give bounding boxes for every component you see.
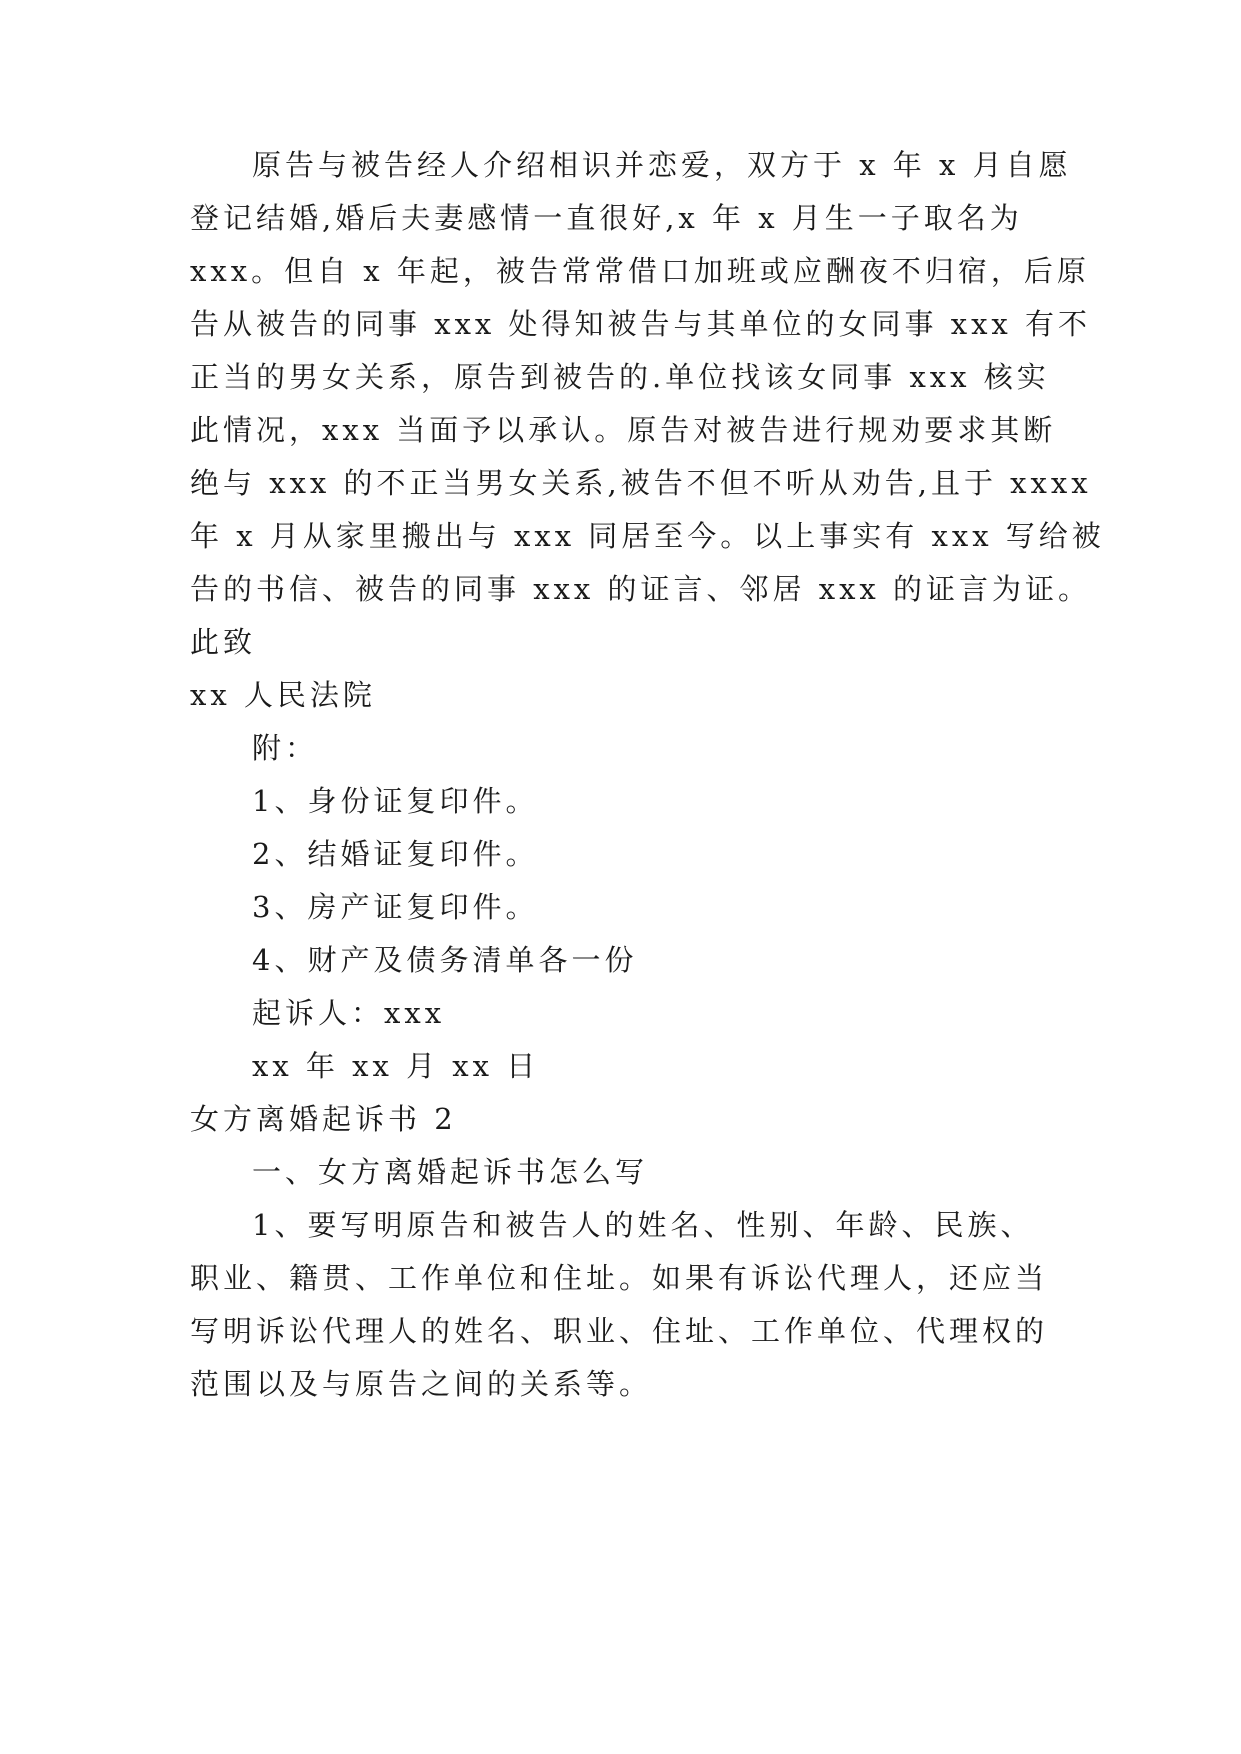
paragraph1-line-7: 绝与 xxx 的不正当男女关系,被告不但不听从劝告,且于 xxxx [190, 466, 1092, 500]
paragraph1-line-1: 原告与被告经人介绍相识并恋爱，双方于 x 年 x 月自愿 [252, 148, 1072, 182]
attachment-item-3: 3、房产证复印件。 [252, 890, 539, 924]
attachment-item-2: 2、结婚证复印件。 [252, 837, 539, 871]
attachments-heading: 附： [252, 731, 319, 765]
section2-paragraph-line-1: 1、要写明原告和被告人的姓名、性别、年龄、民族、 [252, 1208, 1034, 1242]
section2-paragraph-line-3: 写明诉讼代理人的姓名、职业、住址、工作单位、代理权的 [190, 1314, 1049, 1348]
attachment-item-4: 4、财产及债务清单各一份 [252, 943, 638, 977]
paragraph1-line-3: xxx。但自 x 年起，被告常常借口加班或应酬夜不归宿，后原 [190, 254, 1090, 288]
paragraph1-line-8: 年 x 月从家里搬出与 xxx 同居至今。以上事实有 xxx 写给被 [190, 519, 1105, 553]
paragraph1-line-5: 正当的男女关系，原告到被告的.单位找该女同事 xxx 核实 [190, 360, 1050, 394]
paragraph1-line-4: 告从被告的同事 xxx 处得知被告与其单位的女同事 xxx 有不 [190, 307, 1092, 341]
salutation: 此致 [190, 625, 257, 659]
section2-paragraph-line-4: 范围以及与原告之间的关系等。 [190, 1367, 653, 1401]
section2-title: 女方离婚起诉书 2 [190, 1102, 457, 1136]
section2-subheading: 一、女方离婚起诉书怎么写 [252, 1155, 649, 1189]
paragraph1-line-6: 此情况，xxx 当面予以承认。原告对被告进行规劝要求其断 [190, 413, 1057, 447]
plaintiff-signature: 起诉人：xxx [252, 996, 446, 1030]
attachment-item-1: 1、身份证复印件。 [252, 784, 539, 818]
court-name: xx 人民法院 [190, 678, 376, 712]
paragraph1-line-9: 告的书信、被告的同事 xxx 的证言、邻居 xxx 的证言为证。 [190, 572, 1092, 606]
paragraph1-line-2: 登记结婚,婚后夫妻感情一直很好,x 年 x 月生一子取名为 [190, 201, 1023, 235]
section2-paragraph-line-2: 职业、籍贯、工作单位和住址。如果有诉讼代理人，还应当 [190, 1261, 1049, 1295]
signature-date: xx 年 xx 月 xx 日 [252, 1049, 540, 1083]
